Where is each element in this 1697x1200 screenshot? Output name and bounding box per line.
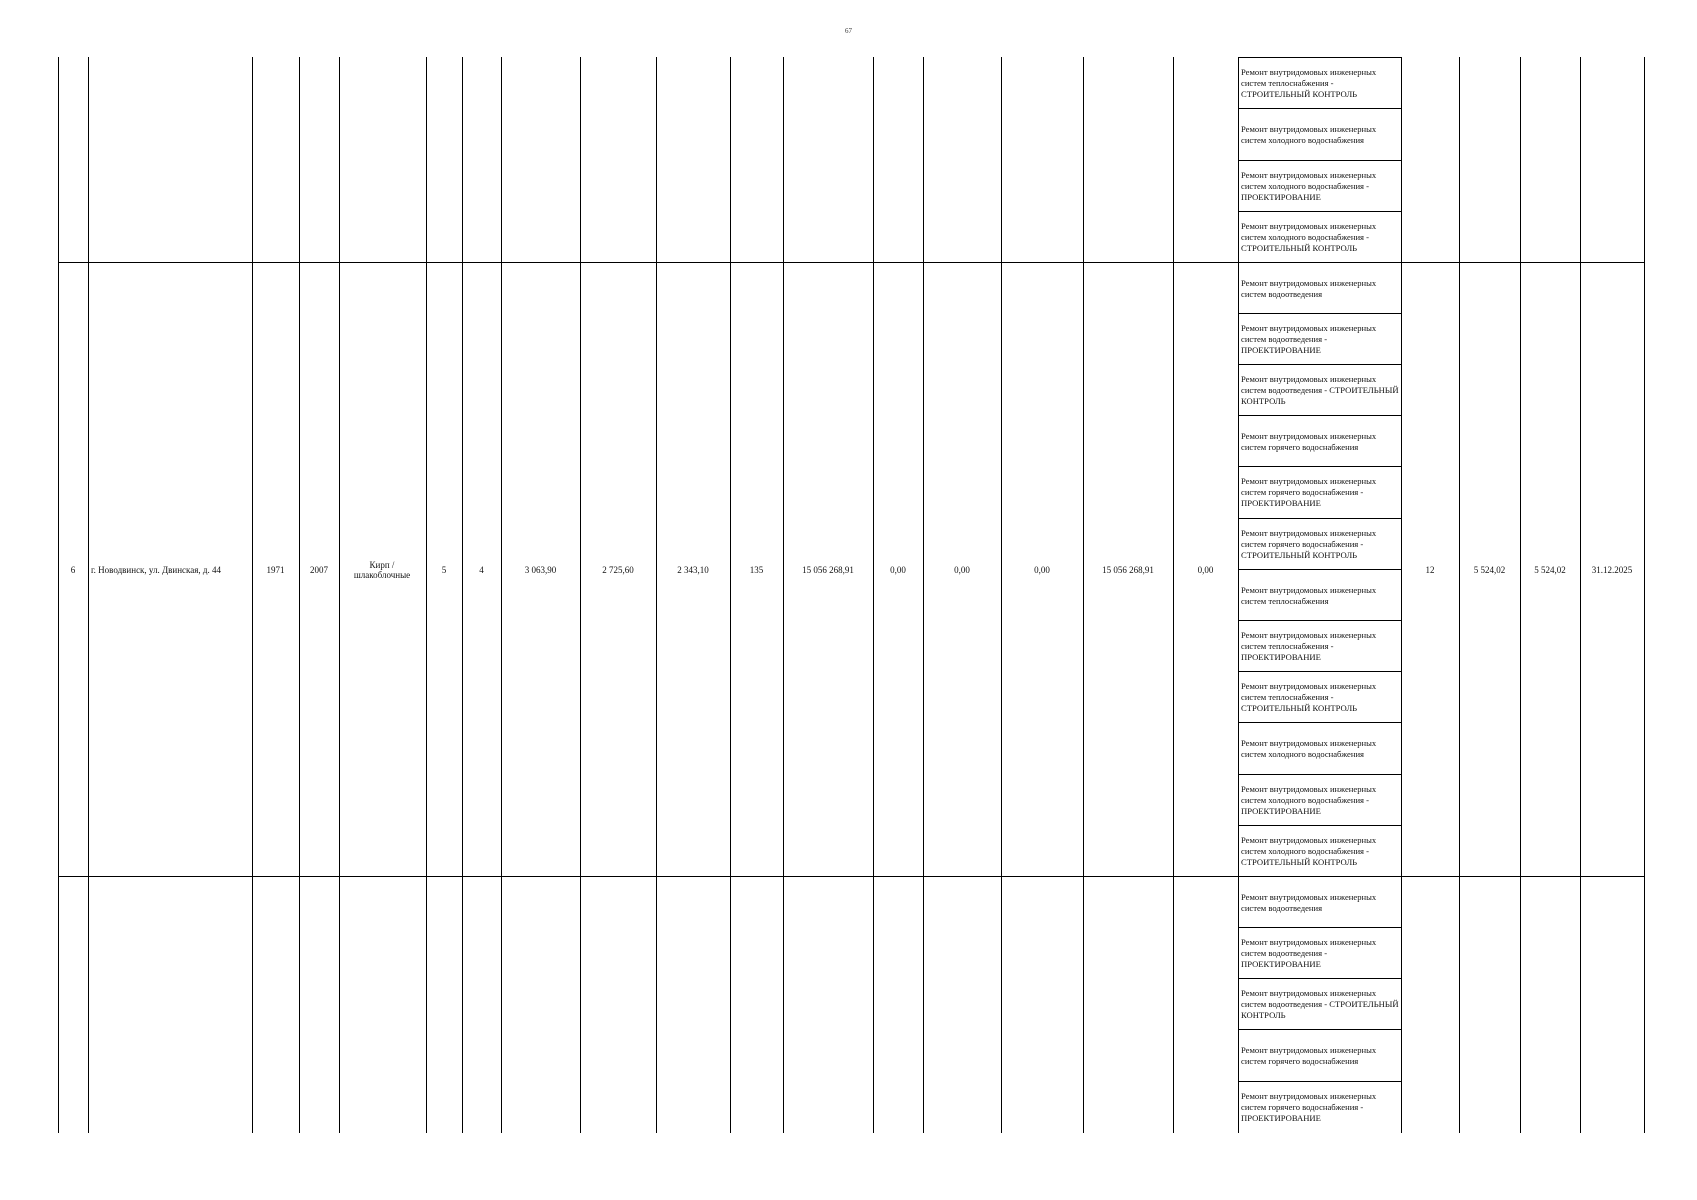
work-item: Ремонт внутридомовых инженерных систем холодного водоснабжения xyxy=(1241,738,1377,759)
col-border xyxy=(1520,57,1521,1133)
works-cell-border xyxy=(1238,1081,1401,1082)
work-item: Ремонт внутридомовых инженерных систем холодного водоснабжения - СТРОИТЕЛЬНЫЙ КОНТРОЛЬ xyxy=(1241,221,1377,253)
fund-local: 0,00 xyxy=(1034,565,1050,575)
col-border xyxy=(1173,57,1174,1133)
col-border xyxy=(1083,57,1084,1133)
work-item: Ремонт внутридомовых инженерных систем водоотведения xyxy=(1241,892,1377,913)
works-cell-border xyxy=(1238,313,1401,314)
cost-total: 15 056 268,91 xyxy=(802,565,854,575)
col-border xyxy=(1580,57,1581,1133)
col-border xyxy=(58,57,59,1133)
total-area: 3 063,90 xyxy=(524,565,557,575)
owned-area: 2 343,10 xyxy=(677,565,709,575)
work-item: Ремонт внутридомовых инженерных систем горячего водоснабжения xyxy=(1241,1045,1377,1066)
work-item: Ремонт внутридомовых инженерных систем водоотведения - СТРОИТЕЛЬНЫЙ КОНТРОЛЬ xyxy=(1241,988,1399,1020)
work-item: Ремонт внутридомовых инженерных систем холодного водоснабжения - СТРОИТЕЛЬНЫЙ КОНТРОЛЬ xyxy=(1241,835,1377,867)
col-border xyxy=(252,57,253,1133)
col-border xyxy=(1001,57,1002,1133)
work-item: Ремонт внутридомовых инженерных систем холодного водоснабжения - ПРОЕКТИРОВАНИЕ xyxy=(1241,784,1377,816)
works-cell-border xyxy=(1238,57,1401,58)
works-cell-border xyxy=(1238,569,1401,570)
col-border xyxy=(783,57,784,1133)
work-item: Ремонт внутридомовых инженерных систем горячего водоснабжения - ПРОЕКТИРОВАНИЕ xyxy=(1241,476,1377,508)
col-border xyxy=(88,57,89,1133)
col-border xyxy=(923,57,924,1133)
col-border xyxy=(873,57,874,1133)
works-cell-border xyxy=(1238,978,1401,979)
works-cell-border xyxy=(1238,774,1401,775)
work-item: Ремонт внутридомовых инженерных систем водоотведения - СТРОИТЕЛЬНЫЙ КОНТРОЛЬ xyxy=(1241,374,1399,406)
floor-count: 5 xyxy=(441,565,447,575)
row-number: 6 xyxy=(70,565,76,575)
works-cell-border xyxy=(1238,722,1401,723)
work-item: Ремонт внутридомовых инженерных систем водоотведения - ПРОЕКТИРОВАНИЕ xyxy=(1241,937,1377,969)
works-cell-border xyxy=(1238,620,1401,621)
work-item: Ремонт внутридомовых инженерных систем горячего водоснабжения xyxy=(1241,431,1377,452)
col-border xyxy=(656,57,657,1133)
col-border xyxy=(462,57,463,1133)
fund-regional: 0,00 xyxy=(954,565,970,575)
col-border xyxy=(730,57,731,1133)
works-cell-border xyxy=(1238,415,1401,416)
col-border xyxy=(1401,57,1402,1133)
works-cell-border xyxy=(1238,1029,1401,1030)
works-cell-border xyxy=(1238,364,1401,365)
wall-material: Кирп / шлакоблочные xyxy=(353,560,411,580)
work-item: Ремонт внутридомовых инженерных систем холодного водоснабжения - ПРОЕКТИРОВАНИЕ xyxy=(1241,170,1377,202)
fund-federal: 0,00 xyxy=(890,565,906,575)
works-cell-border xyxy=(1238,108,1401,109)
months: 12 xyxy=(1425,565,1435,575)
deadline: 31.12.2025 xyxy=(1591,565,1633,575)
work-item: Ремонт внутридомовых инженерных систем холодного водоснабжения xyxy=(1241,124,1377,145)
col-border xyxy=(1644,57,1645,1133)
col-border xyxy=(1459,57,1460,1133)
house-address: г. Новодвинск, ул. Двинская, д. 44 xyxy=(91,565,221,575)
col-border xyxy=(299,57,300,1133)
work-item: Ремонт внутридомовых инженерных систем водоотведения xyxy=(1241,278,1377,299)
col-border xyxy=(501,57,502,1133)
work-item: Ремонт внутридомовых инженерных систем горячего водоснабжения - ПРОЕКТИРОВАНИЕ xyxy=(1241,1091,1377,1123)
work-item: Ремонт внутридомовых инженерных систем теплоснабжения - ПРОЕКТИРОВАНИЕ xyxy=(1241,630,1377,662)
year-built: 1971 xyxy=(266,565,285,575)
work-item: Ремонт внутридомовых инженерных систем теплоснабжения - СТРОИТЕЛЬНЫЙ КОНТРОЛЬ xyxy=(1241,67,1377,99)
col-border xyxy=(426,57,427,1133)
works-cell-border xyxy=(1238,211,1401,212)
works-cell-border xyxy=(1238,518,1401,519)
work-item: Ремонт внутридомовых инженерных систем теплоснабжения xyxy=(1241,585,1377,606)
works-cell-border xyxy=(1238,160,1401,161)
work-item: Ремонт внутридомовых инженерных систем водоотведения - ПРОЕКТИРОВАНИЕ xyxy=(1241,323,1377,355)
resident-count: 135 xyxy=(749,565,764,575)
row-border xyxy=(58,876,1644,877)
works-cell-border xyxy=(1238,466,1401,467)
year-repair: 2007 xyxy=(310,565,328,575)
fund-owners: 15 056 268,91 xyxy=(1102,565,1154,575)
entrance-count: 4 xyxy=(479,565,484,575)
fund-other: 0,00 xyxy=(1197,565,1214,575)
page-number: 67 xyxy=(845,27,852,35)
works-cell-border xyxy=(1238,927,1401,928)
works-cell-border xyxy=(1238,825,1401,826)
works-cell-border xyxy=(1238,671,1401,672)
row-border xyxy=(58,262,1644,263)
max-unit-cost: 5 524,02 xyxy=(1534,565,1566,575)
col-border xyxy=(580,57,581,1133)
unit-cost: 5 524,02 xyxy=(1473,565,1506,575)
work-item: Ремонт внутридомовых инженерных систем теплоснабжения - СТРОИТЕЛЬНЫЙ КОНТРОЛЬ xyxy=(1241,681,1377,713)
living-area: 2 725,60 xyxy=(602,565,634,575)
col-border xyxy=(339,57,340,1133)
work-item: Ремонт внутридомовых инженерных систем горячего водоснабжения - СТРОИТЕЛЬНЫЙ КОНТРОЛЬ xyxy=(1241,528,1377,560)
